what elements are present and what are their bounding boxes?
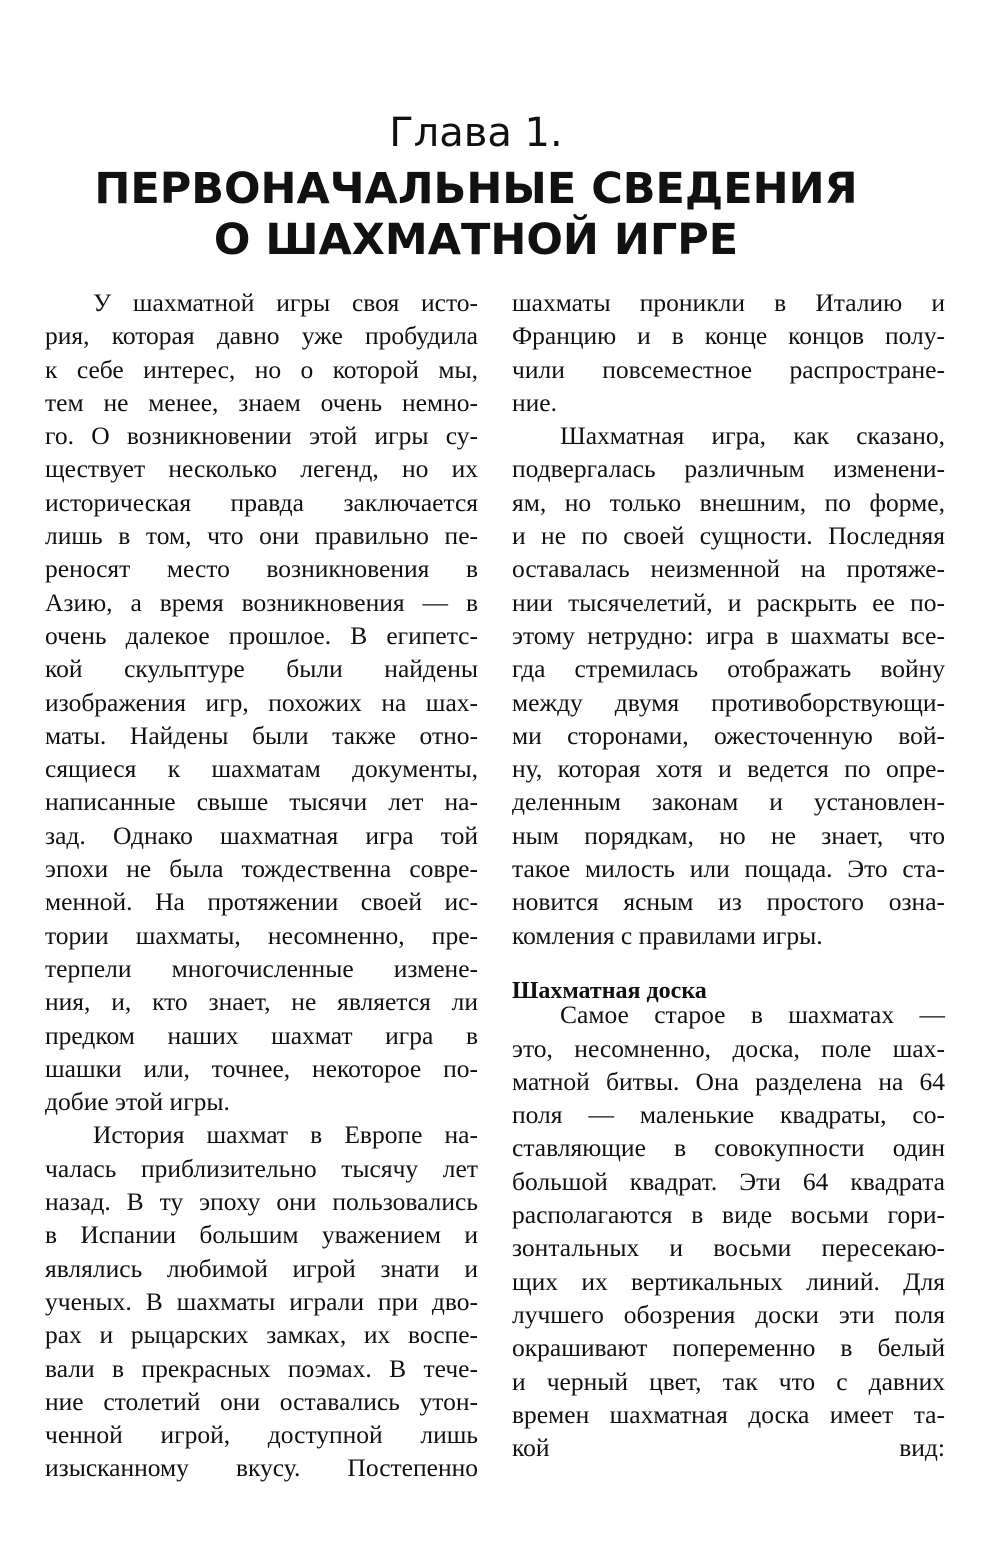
paragraph [512, 419, 945, 952]
chapter-title-line-2: О ШАХМАТНОЙ ИГРЕ [213, 215, 739, 265]
text-line: рах и рыцарских замках, их воспе- [45, 1320, 478, 1350]
text-line: кой вид: [512, 1433, 945, 1463]
text-line: матной битвы. Она разделена на 64 [512, 1066, 945, 1096]
text-line: новится ясным из простого озна- [512, 887, 945, 917]
paragraph [45, 1118, 478, 1484]
text-line: изысканному вкусу. Постепенно [45, 1453, 478, 1483]
text-line: У шахматной игры своя исто- [93, 288, 478, 317]
text-line: очень далекое прошлое. В египетс- [45, 620, 478, 650]
text-line: ченной игрой, доступной лишь [45, 1420, 478, 1450]
text-line: ния, и, кто знает, не является ли [45, 987, 478, 1017]
text-line: времен шахматная доска имеет та- [512, 1399, 945, 1429]
text-line: и не по своей сущности. Последняя [512, 521, 945, 551]
text-line: тории шахматы, несомненно, пре- [45, 920, 478, 950]
text-line: менной. На протяжении своей ис- [45, 887, 478, 917]
text-line: История шахмат в Европе на- [93, 1120, 478, 1150]
text-line: оставалась неизменной на протяже- [512, 554, 945, 584]
text-line: шахматы проникли в Италию и [512, 288, 945, 317]
text-line: Самое старое в шахматах — [560, 1000, 945, 1030]
text-line: кой скульптуре были найдены [45, 654, 478, 684]
text-line: Шахматная игра, как сказано, [560, 421, 945, 451]
text-line: поля — маленькие квадраты, со- [512, 1100, 945, 1130]
text-line: чили повсеместное распростране- [512, 354, 945, 384]
text-line: являлись любимой игрой знати и [45, 1253, 478, 1283]
text-line: добие этой игры. [45, 1087, 230, 1117]
text-line: Францию и в конце концов полу- [512, 321, 945, 351]
text-line: к себе интерес, но о которой мы, [45, 354, 478, 384]
text-line: ми сторонами, ожесточенную вой- [512, 720, 945, 750]
text-line: предком наших шахмат игра в [45, 1020, 478, 1050]
text-line: рия, которая давно уже пробудила [45, 321, 478, 351]
text-line: ние столетий они оставались утон- [45, 1386, 478, 1416]
paragraph [45, 286, 478, 1118]
text-line: и черный цвет, так что с давних [512, 1366, 945, 1396]
text-line: в Испании большим уважением и [45, 1220, 478, 1250]
text-line: Азию, а время возникновения — в [45, 587, 478, 617]
text-line: между двумя противоборствующи- [512, 687, 945, 717]
text-line: чалась приблизительно тысячу лет [45, 1153, 478, 1183]
text-line: такое милость или пощада. Это ста- [512, 854, 945, 884]
text-line: ям, но только внешним, по форме, [512, 487, 945, 517]
text-line: ществует несколько легенд, но их [45, 454, 478, 484]
text-line: щих их вертикальных линий. Для [512, 1266, 945, 1296]
text-line: зонтальных и восьми пересекаю- [512, 1233, 945, 1263]
text-line: лучшего обозрения доски эти поля [512, 1299, 945, 1329]
section-heading: Шахматная доска [512, 977, 707, 1004]
text-column-right [512, 286, 945, 1464]
text-line: изображения игр, похожих на шах- [45, 687, 478, 717]
paragraph [512, 998, 945, 1464]
text-line: располагаются в виде восьми гори- [512, 1200, 945, 1230]
text-line: вали в прекрасных поэмах. В тече- [45, 1353, 478, 1383]
text-line: написанные свыше тысячи лет на- [45, 787, 478, 817]
text-line: реносят место возникновения в [45, 554, 478, 584]
text-line: нии тысячелетий, и раскрыть ее по- [512, 587, 945, 617]
text-line: лишь в том, что они правильно пе- [45, 521, 478, 551]
text-line: ученых. В шахматы играли при дво- [45, 1286, 478, 1316]
text-line: гда стремилась отображать войну [512, 654, 945, 684]
text-line: большой квадрат. Эти 64 квадрата [512, 1166, 945, 1196]
text-line: комления с правилами игры. [512, 920, 823, 950]
text-column-left [45, 286, 478, 1485]
paragraph [512, 286, 945, 419]
text-line: деленным законам и установлен- [512, 787, 945, 817]
chapter-title-line-1: ПЕРВОНАЧАЛЬНЫЕ СВЕДЕНИЯ [94, 164, 858, 214]
text-line: этому нетрудно: игра в шахматы все- [512, 620, 945, 650]
text-line: назад. В ту эпоху они пользовались [45, 1187, 478, 1217]
text-line: маты. Найдены были также отно- [45, 720, 478, 750]
text-line: терпели многочисленные измене- [45, 953, 478, 983]
text-line: шашки или, точнее, некоторое по- [45, 1053, 478, 1083]
text-line: историческая правда заключается [45, 487, 478, 517]
text-line: ние. [512, 387, 557, 417]
text-line: го. О возникновении этой игры су- [45, 421, 478, 451]
text-line: тем не менее, знаем очень немно- [45, 387, 478, 417]
text-line: ставляющие в совокупности один [512, 1133, 945, 1163]
text-line: сящиеся к шахматам документы, [45, 754, 478, 784]
chapter-number: Глава 1. [389, 110, 563, 156]
text-line: зад. Однако шахматная игра той [45, 820, 478, 850]
text-line: окрашивают попеременно в белый [512, 1333, 945, 1363]
text-line: эпохи не была тождественна совре- [45, 854, 478, 884]
text-line: ну, которая хотя и ведется по опре- [512, 754, 945, 784]
text-line: это, несомненно, доска, поле шах- [512, 1033, 945, 1063]
text-line: подвергалась различным изменени- [512, 454, 945, 484]
text-line: ным порядкам, но не знает, что [512, 820, 945, 850]
